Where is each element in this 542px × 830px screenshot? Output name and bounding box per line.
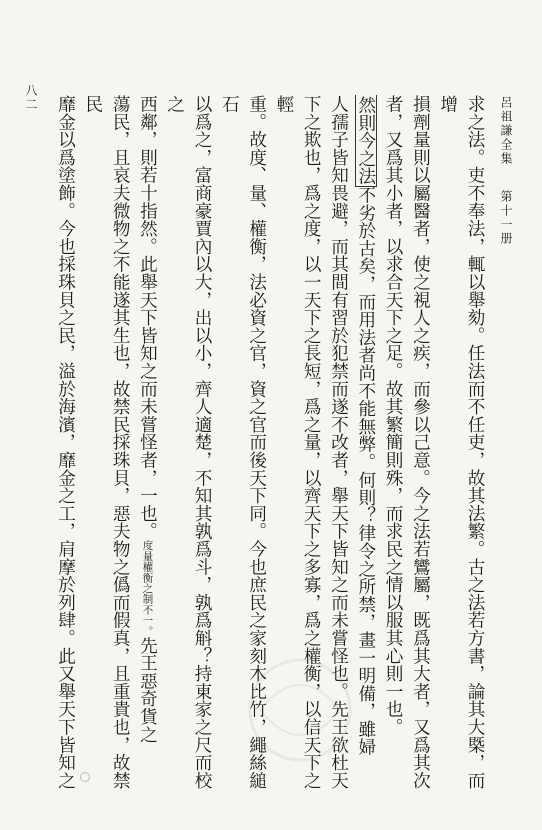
text-segment: 靡金以爲塗飾。今也採珠貝之民，溢於海濱，靡金之工，肩摩於列肆。此又舉天下皆知之: [55, 95, 76, 790]
text-segment: 求之法。吏不奉法，輒以舉劾。任法而不任吏，故其法繁。古之法若方書，論其大槩，而增: [437, 95, 485, 790]
text-line: [352, 95, 379, 795]
text-segment: 人孺子皆知畏避，而其間有習於犯禁而遂不改者，舉天下皆知之而未嘗怪也。先王欲杜天: [328, 95, 349, 790]
text-line: [160, 95, 215, 795]
text-segment: 損劑量則以屬醫者，使之視人之疾，而參以己意。今之法若鸞屬，既爲其大者，又爲其次: [410, 95, 431, 790]
text-line: [406, 95, 433, 795]
running-header: [495, 96, 515, 246]
text-line: [324, 95, 351, 795]
text-segment: 蕩民，且哀夫微物之不能遂其生也，故禁民採珠貝，惡夫物之僞而假真，且重貴也，故禁民: [82, 95, 131, 790]
text-segment: 先王惡奇貨之: [137, 636, 158, 744]
text-line: [133, 95, 160, 795]
text-line: [433, 95, 488, 795]
text-line: [79, 95, 134, 795]
page-number: 八二: [24, 84, 38, 112]
text-line: [379, 95, 406, 795]
text-segment: 以爲之，富商豪賈內以大，出以小，齊人適楚，不知其孰爲斗，孰爲斛？持東家之尺而校之: [164, 95, 213, 790]
text-line: [270, 95, 325, 795]
volume-label: 第十一册: [499, 189, 513, 246]
margin-mark: [80, 772, 90, 782]
text-segment: 西鄰，則若十指然。此舉天下皆知之而未嘗怪者，一也。: [137, 95, 158, 540]
text-line: [51, 95, 78, 795]
main-text: [50, 95, 488, 795]
annotation-note: 度量權衡之制不一。: [141, 540, 154, 637]
text-segment: 下之欺也，爲之度，以一天下之長短，爲之量，以齊天下之多寡，爲之權衡，以信天下之輕: [273, 95, 322, 790]
book-title: 呂祖謙全集: [499, 96, 513, 166]
text-segment: 者，又爲其小者，以求合天下之足。故其繁簡則殊，而求民之情以服其心則一也。: [383, 95, 404, 736]
text-line: [215, 95, 270, 795]
text-segment: 不劣於古矣，而用法者尚不能無弊。何則？律令之所禁，畫一明備，雖婦: [355, 186, 376, 756]
boxed-phrase: 然則今之法: [355, 96, 376, 185]
text-segment: 重。故度、量、權衡，法必資之官，資之官而後天下同。今也庶民之家刻木比竹，繩絲縋石: [219, 95, 267, 790]
